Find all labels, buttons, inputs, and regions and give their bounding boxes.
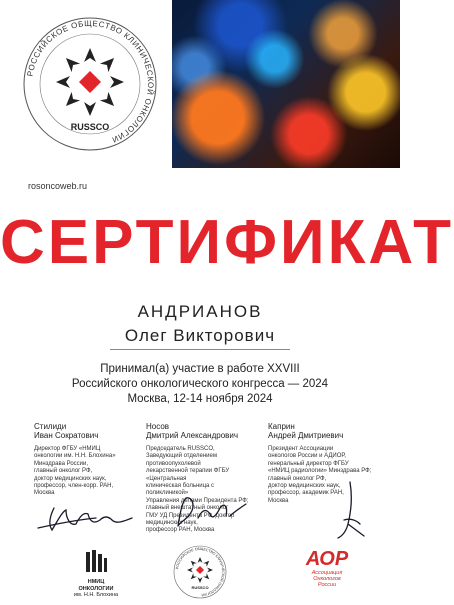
signatory-detail: доктор медицинских наук,: [34, 475, 107, 482]
nmic-line-1: НМИЦ: [87, 579, 105, 585]
russco-emblem-icon: [20, 14, 160, 154]
signatory-detail: Управления делами Президента РФ;: [146, 497, 249, 504]
signature-stilidi: [36, 498, 136, 534]
signatory-detail: профессор, член-корр. РАН,: [34, 483, 114, 490]
signatory-detail: Москва: [268, 497, 289, 504]
participation-line-2: Российского онкологического конгресса — 2024: [71, 378, 329, 390]
nmic-line-3: им. Н.Н. Блохина: [73, 592, 119, 598]
signatory-detail: главный онколог РФ,: [34, 468, 93, 475]
signatory-fullname: Дмитрий Александрович: [146, 431, 239, 440]
signature-nosov: [170, 492, 250, 532]
signatory-detail: клиническая больница с поликлиникой»: [146, 483, 215, 497]
signatory-detail: ГМУ УД Президента РФ, доктор медицинских наук,: [146, 512, 235, 527]
footer-ring-text: РОССИЙСКОЕ ОБЩЕСТВО КЛИНИЧЕСКОЙ ОНКОЛОГИИ: [175, 546, 226, 597]
signatory-detail: профессор, академик РАН,: [268, 490, 344, 497]
signatory-fullname: Иван Сократович: [34, 431, 99, 440]
signatory-detail: Заведующий отделением противоопухолевой: [146, 453, 217, 467]
aor-line-1: Ассоциация: [311, 570, 343, 576]
signatory-surname: Носов: [146, 422, 170, 431]
footer-russco-abbr: RUSSCO: [191, 585, 209, 590]
signatory-surname: Каприн: [268, 422, 295, 431]
signature-kaprin: [330, 480, 370, 540]
participant-surname: АНДРИАНОВ: [137, 302, 263, 321]
signatory-detail: лекарственной терапии ФГБУ «Центральная: [146, 468, 230, 482]
signatory-detail: Председатель RUSSCO,: [146, 446, 215, 452]
signatory-detail: главный онколог РФ,: [268, 475, 327, 482]
site-url[interactable]: rosoncoweb.ru: [28, 181, 88, 191]
nmic-line-2: ОНКОЛОГИИ: [78, 585, 114, 592]
participation-text: [40, 362, 360, 407]
signatory-1: [34, 422, 134, 498]
aor-logo: [296, 548, 358, 588]
signatory-fullname: Андрей Дмитриевич: [268, 431, 344, 440]
signatory-detail: онкологии им. Н.Н. Блохина»: [34, 453, 116, 460]
signatory-detail: главный внештатный онколог: [146, 505, 229, 512]
nmic-logo: [68, 550, 124, 599]
signatory-detail: Минздрава России,: [34, 460, 89, 467]
signatory-detail: Президент Ассоциации: [268, 446, 334, 452]
participation-line-3: Москва, 12-14 ноября 2024: [127, 393, 273, 405]
header-photo: [172, 0, 400, 168]
signatory-detail: «НМИЦ радиологии» Минздрава РФ;: [268, 468, 372, 475]
signatory-detail: доктор медицинских наук,: [268, 483, 341, 490]
aor-logo-mark: АОР: [305, 548, 349, 570]
header: [0, 0, 400, 168]
russco-footer-emblem-icon: [172, 544, 228, 600]
signatory-detail: Москва: [34, 490, 55, 497]
signatory-detail: генеральный директор ФГБУ: [268, 460, 349, 467]
russco-footer-logo: [172, 544, 228, 600]
aor-line-2: Онкологов: [313, 576, 341, 582]
russco-logo: [20, 14, 160, 154]
signatory-detail: профессор РАН, Москва: [146, 527, 215, 534]
signatory-surname: Стилиди: [34, 422, 67, 431]
name-underline: [110, 349, 290, 350]
signatory-detail: Директор ФГБУ «НМИЦ: [34, 446, 101, 452]
signatory-detail: онкологов России и АДИОР,: [268, 453, 346, 460]
nmic-emblem-icon: [68, 550, 124, 574]
participation-line-1: Принимал(а) участие в работе XXVIII: [100, 363, 300, 375]
aor-line-3: России: [317, 582, 337, 588]
participant-name: Олег Викторович: [124, 326, 276, 345]
logo-ring-text: РОССИЙСКОЕ ОБЩЕСТВО КЛИНИЧЕСКОЙ ОНКОЛОГИИ: [25, 18, 156, 145]
logo-abbr: RUSSCO: [70, 122, 110, 132]
certificate-title: СЕРТИФИКАТ: [0, 208, 454, 277]
